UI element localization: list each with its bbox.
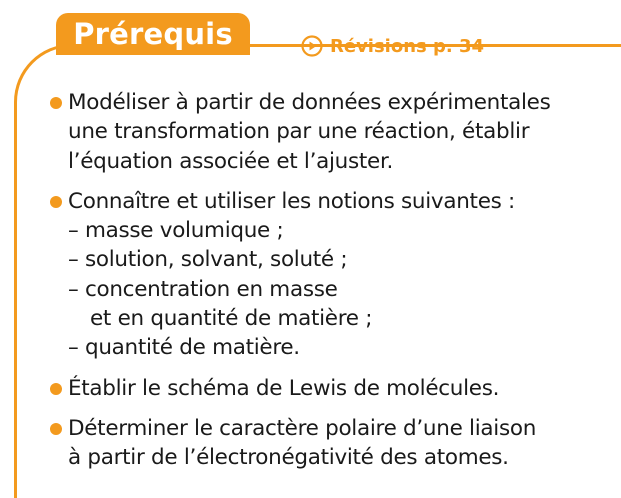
play-circle-icon: [301, 35, 323, 57]
item-line: Connaître et utiliser les notions suivantes :: [68, 188, 515, 214]
prerequisites-list: [48, 88, 618, 484]
list-item: [48, 374, 618, 403]
revisions-link-label: Révisions p. 34: [330, 35, 485, 57]
list-item: [48, 187, 618, 363]
bullet-icon: [50, 97, 62, 109]
item-line: à partir de l’électronégativité des atomes.: [68, 445, 509, 471]
sub-item: – solution, solvant, soluté ;: [68, 247, 348, 273]
sub-item: – concentration en masse: [68, 276, 338, 302]
sub-item: – masse volumique ;: [68, 218, 284, 244]
item-line: l’équation associée et l’ajuster.: [68, 148, 394, 174]
item-line: Établir le schéma de Lewis de molécules.: [68, 375, 500, 401]
item-line: Modéliser à partir de données expérimentales: [68, 90, 551, 115]
item-line: Déterminer le caractère polaire d’une liaison: [68, 415, 537, 441]
list-item: [48, 88, 618, 176]
sub-item: – quantité de matière.: [68, 335, 300, 361]
list-item: [48, 414, 618, 473]
bullet-icon: [50, 196, 62, 208]
section-title: Prérequis: [56, 13, 250, 55]
bullet-icon: [50, 383, 62, 395]
bullet-icon: [50, 423, 62, 435]
item-line: une transformation par une réaction, établir: [68, 119, 530, 145]
sub-item-continuation: et en quantité de matière ;: [90, 306, 373, 332]
revisions-link[interactable]: [301, 35, 484, 57]
